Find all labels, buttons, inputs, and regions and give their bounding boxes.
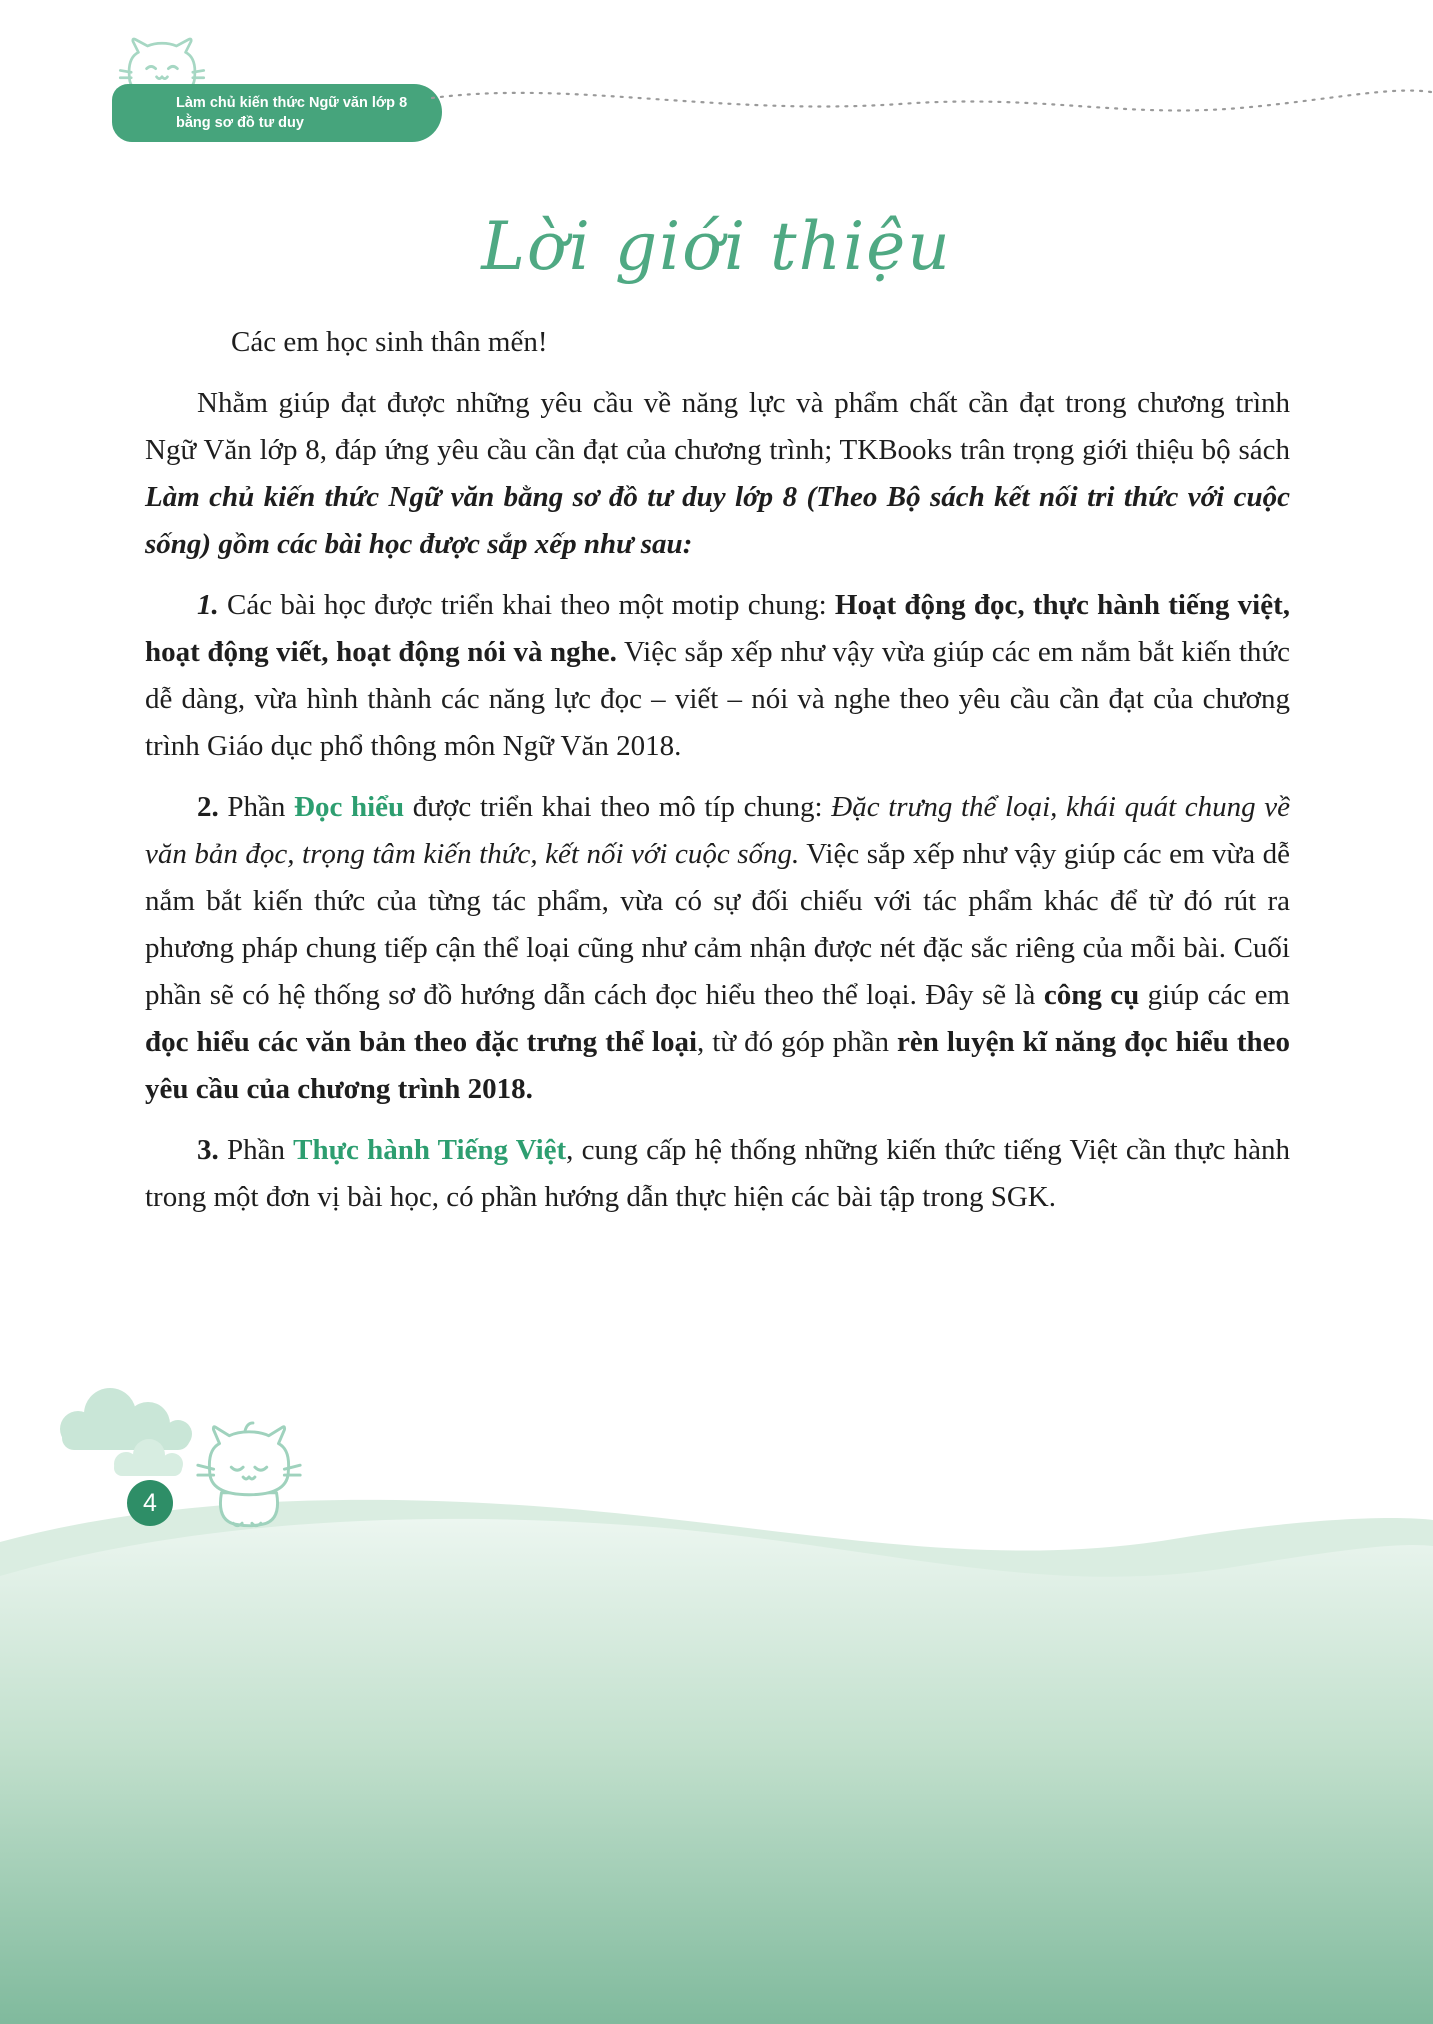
page-footer xyxy=(0,1384,1433,2024)
text-run: Các em học sinh thân mến! xyxy=(231,326,548,358)
text-run: Việc sắp xếp như vậy vừa giúp các em nắm bắt kiến thức dễ dàng, vừa hình thành các năng lực đọc – viết – nói và nghe theo yêu cầu cần đạt của chương trình Giáo dục phổ thông môn Ngữ Văn 2018. xyxy=(145,636,1290,762)
series-badge-line1: Làm chủ kiến thức Ngữ văn lớp 8 xyxy=(176,95,408,111)
text-run: Làm chủ kiến thức Ngữ văn bằng sơ đồ tư duy lớp 8 (Theo Bộ sách kết nối tri thức với cuộc sống) gồm các bài học được sắp xếp như sau: xyxy=(145,481,1290,560)
page-header xyxy=(0,0,1433,170)
page-number: 4 xyxy=(143,1488,157,1517)
text-run: 1. xyxy=(197,589,227,621)
cat-mascot-footer-icon xyxy=(190,1420,308,1538)
text-run: 2. xyxy=(197,791,228,823)
text-run: Các bài học được triển khai theo một motip chung: xyxy=(227,589,835,621)
text-run: Hoạt động đọc, thực hành tiếng việt, hoạt động viết, hoạt động nói và nghe. xyxy=(145,589,1291,668)
text-run: 3. xyxy=(197,1134,227,1166)
text-run: đọc hiểu các văn bản theo đặc trưng thể loại xyxy=(145,1026,697,1058)
text-run: Phần xyxy=(227,791,295,823)
paragraph-point-1 xyxy=(145,582,1290,770)
text-run: Phần xyxy=(226,1134,294,1166)
text-run: , từ đó góp phần xyxy=(697,1026,898,1058)
series-badge xyxy=(112,84,442,142)
text-run: , cung cấp hệ thống những kiến thức tiếng Việt cần thực hành trong một đơn vị bài học, có phần hướng dẫn thực hiện các bài tập trong SGK. xyxy=(145,1134,1291,1213)
text-run: Thực hành Tiếng Việt xyxy=(293,1134,567,1166)
wave-decoration xyxy=(0,1464,1433,2024)
page-number-badge xyxy=(127,1480,173,1526)
paragraph-point-3 xyxy=(145,1127,1290,1221)
text-run: công cụ xyxy=(1043,979,1140,1011)
dotted-wave-line-decoration xyxy=(430,72,1433,136)
text-run: Việc sắp xếp như vậy giúp các em vừa dễ nắm bắt kiến thức của từng tác phẩm, vừa có sự đối chiếu với tác phẩm khác để từ đó rút ra phương pháp chung tiếp cận thể loại cũng như cảm nhận được nét đặc sắc riêng của mỗi bài. Cuối phần sẽ có hệ thống sơ đồ hướng dẫn cách đọc hiểu theo thể loại. Đây sẽ là xyxy=(145,838,1290,1011)
paragraph-greeting xyxy=(145,319,1290,366)
text-run: Đặc trưng thể loại, khái quát chung về văn bản đọc, trọng tâm kiến thức, kết nối với cuộc sống. xyxy=(145,791,1291,870)
page-title: Lời giới thiệu xyxy=(481,208,952,285)
text-run: giúp các em xyxy=(1139,979,1290,1011)
text-run: rèn luyện kĩ năng đọc hiểu theo yêu cầu của chương trình 2018. xyxy=(145,1026,1290,1105)
text-run: Nhằm giúp đạt được những yêu cầu về năng lực và phẩm chất cần đạt trong chương trình Ngữ Văn lớp 8, đáp ứng yêu cầu cần đạt của chương trình; TKBooks trân trọng giới thiệu bộ sách xyxy=(145,387,1290,466)
introduction-text xyxy=(0,285,1433,1221)
paragraph-intro xyxy=(145,380,1290,568)
paragraph-point-2 xyxy=(145,784,1290,1113)
series-badge-line2: bằng sơ đồ tư duy xyxy=(176,115,304,131)
text-run: Đọc hiểu xyxy=(294,791,405,823)
text-run: được triển khai theo mô típ chung: xyxy=(404,791,832,823)
